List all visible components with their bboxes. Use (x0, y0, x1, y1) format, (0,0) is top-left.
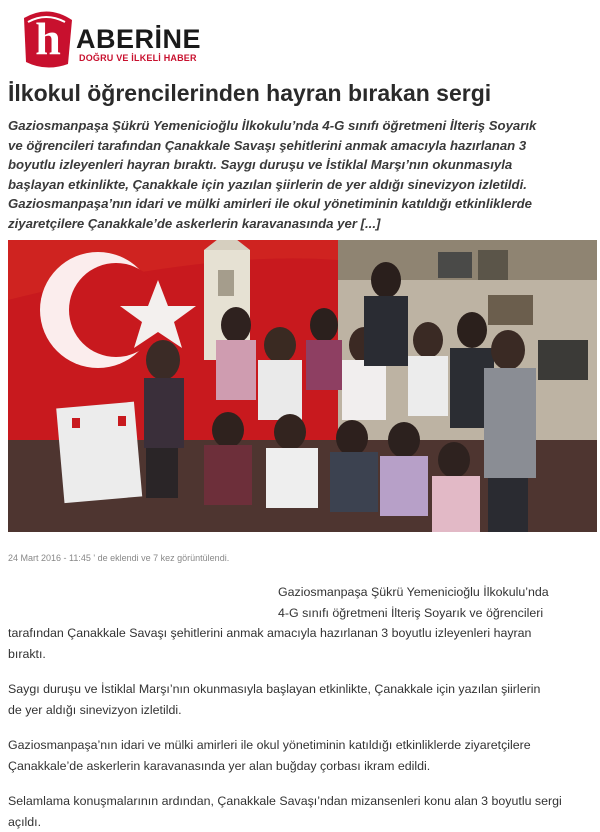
article-lead (8, 116, 596, 234)
lead-line: ziyaretçilere Çanakkale’de askerlerin karavanasında yer [...] (8, 214, 596, 234)
article-title: İlkokul öğrencilerinden hayran bırakan sergi (8, 80, 598, 107)
paragraph-line: Gaziosmanpaşa Şükrü Yemenicioğlu İlkokulu’nda (8, 582, 598, 603)
brand-tagline: DOĞRU VE İLKELİ HABER (79, 53, 197, 63)
brand-logo-icon[interactable] (18, 4, 78, 68)
paragraph-line: açıldı. (8, 812, 598, 832)
site-header (0, 0, 600, 72)
paragraph-line: de yer aldığı sinevizyon izletildi. (8, 700, 598, 721)
logo-letter: h (35, 13, 61, 64)
paragraph-line: Çanakkale’de askerlerin karavanasında yer alan buğday çorbası ikram edildi. (8, 756, 598, 777)
paragraph-line: bıraktı. (8, 644, 598, 665)
article-body (8, 582, 598, 832)
article-photo (8, 240, 597, 532)
lead-line: Gaziosmanpaşa Şükrü Yemenicioğlu İlkokulu’nda 4-G sınıfı öğretmeni İlteriş Soyarık (8, 116, 596, 136)
lead-line: ve öğrencileri tarafından Çanakkale Savaşı şehitlerini anmak amacıyla hazırlanan 3 (8, 136, 596, 156)
lead-line: Gaziosmanpaşa’nın idari ve mülki amirleri ile okul yönetiminin katıldığı etkinliklerde (8, 194, 596, 214)
brand-name[interactable]: ABERİNE (76, 24, 201, 55)
paragraph-line: Gaziosmanpaşa’nın idari ve mülki amirleri ile okul yönetiminin katıldığı etkinliklerde ziyaretçilere (8, 735, 598, 756)
paragraph-line: 4-G sınıfı öğretmeni İlteriş Soyarık ve öğrencileri (8, 603, 598, 624)
lead-line: başlayan etkinlikte, Çanakkale için yazılan şiirlerin de yer aldığı sinevizyon izletildi. (8, 175, 596, 195)
article-meta: 24 Mart 2016 - 11:45 ' de eklendi ve 7 kez görüntülendi. (8, 553, 229, 563)
lead-line: boyutlu izleyenleri hayran bıraktı. Saygı duruşu ve İstiklal Marşı’nın okunmasıyla (8, 155, 596, 175)
paragraph-line: Saygı duruşu ve İstiklal Marşı’nın okunmasıyla başlayan etkinlikte, Çanakkale için yazılan şiirlerin (8, 679, 598, 700)
paragraph-line: tarafından Çanakkale Savaşı şehitlerini anmak amacıyla hazırlanan 3 boyutlu izleyenleri hayran (8, 623, 598, 644)
classroom-photo-image (8, 240, 597, 532)
paragraph-line: Selamlama konuşmalarının ardından, Çanakkale Savaşı’ndan mizansenleri konu alan 3 boyutlu sergi (8, 791, 598, 812)
